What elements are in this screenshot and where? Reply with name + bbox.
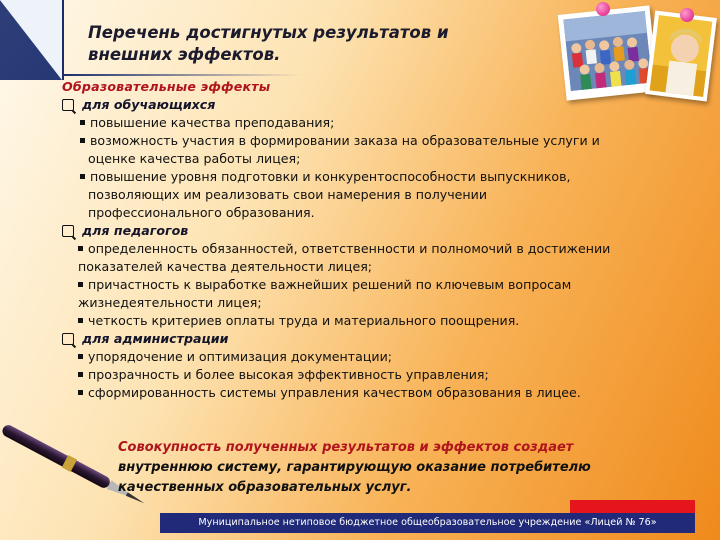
checkbox-bullet-icon (62, 333, 74, 345)
list-item (62, 240, 674, 276)
list-item (62, 366, 674, 384)
item-text: повышение качества преподавания; (90, 115, 335, 130)
title-line-2: внешних эффектов. (88, 45, 281, 64)
footer-bar: Муниципальное нетиповое бюджетное общеобразовательное учреждение «Лицей № 76» (160, 513, 695, 533)
corner-decoration (0, 0, 64, 80)
list-item (62, 348, 674, 366)
group-heading-students (62, 96, 674, 114)
summary-line-3: качественных образовательных услуг. (118, 480, 412, 495)
square-bullet-icon (80, 174, 85, 179)
list-item (62, 114, 674, 132)
item-text: повышение уровня подготовки и конкурентоспособности выпускников, (90, 169, 571, 184)
group-heading-label: для администрации (82, 331, 229, 346)
pushpin-icon (596, 2, 610, 16)
item-text-continued: позволяющих им реализовать свои намерения в получении (88, 187, 488, 202)
item-text: определенность обязанностей, ответственности и полномочий в достижении (88, 241, 611, 256)
checkbox-bullet-icon (62, 225, 74, 237)
item-text: прозрачность и более высокая эффективность управления; (88, 367, 489, 382)
square-bullet-icon (78, 282, 83, 287)
item-text: упорядочение и оптимизация документации; (88, 349, 393, 364)
list-item (62, 132, 674, 168)
item-text-continued: жизнедеятельности лицея; (78, 295, 262, 310)
group-heading-teachers (62, 222, 674, 240)
title-line-1: Перечень достигнутых результатов и (88, 23, 449, 42)
summary-statement (118, 438, 678, 498)
item-text-continued: оценке качества работы лицея; (88, 151, 301, 166)
page-title (88, 22, 528, 66)
item-text: причастность к выработке важнейших решений по ключевым вопросам (88, 277, 572, 292)
square-bullet-icon (78, 354, 83, 359)
square-bullet-icon (80, 138, 85, 143)
item-text: сформированность системы управления качеством образования в лицее. (88, 385, 581, 400)
group-heading-label: для обучающихся (82, 97, 216, 112)
square-bullet-icon (78, 390, 83, 395)
square-bullet-icon (78, 318, 83, 323)
square-bullet-icon (80, 120, 85, 125)
list-item (62, 384, 674, 402)
summary-line-2: внутреннюю систему, гарантирующую оказание потребителю (118, 460, 591, 475)
title-underline (62, 74, 302, 76)
item-text-continued: профессионального образования. (88, 205, 315, 220)
summary-line-1: Совокупность полученных результатов и эффектов создает (118, 440, 574, 455)
group-heading-label: для педагогов (82, 223, 189, 238)
corner-triangle-icon (0, 0, 62, 80)
section-title: Образовательные эффекты (62, 79, 271, 94)
footer-accent (570, 500, 695, 513)
checkbox-bullet-icon (62, 99, 74, 111)
group-heading-administration (62, 330, 674, 348)
content-list (62, 78, 674, 402)
item-text-continued: показателей качества деятельности лицея; (78, 259, 373, 274)
list-item (62, 312, 674, 330)
list-item (62, 168, 674, 222)
list-item (62, 276, 674, 312)
square-bullet-icon (78, 372, 83, 377)
item-text: четкость критериев оплаты труда и материального поощрения. (88, 313, 520, 328)
item-text: возможность участия в формировании заказа на образовательные услуги и (90, 133, 600, 148)
pushpin-icon (680, 8, 694, 22)
square-bullet-icon (78, 246, 83, 251)
